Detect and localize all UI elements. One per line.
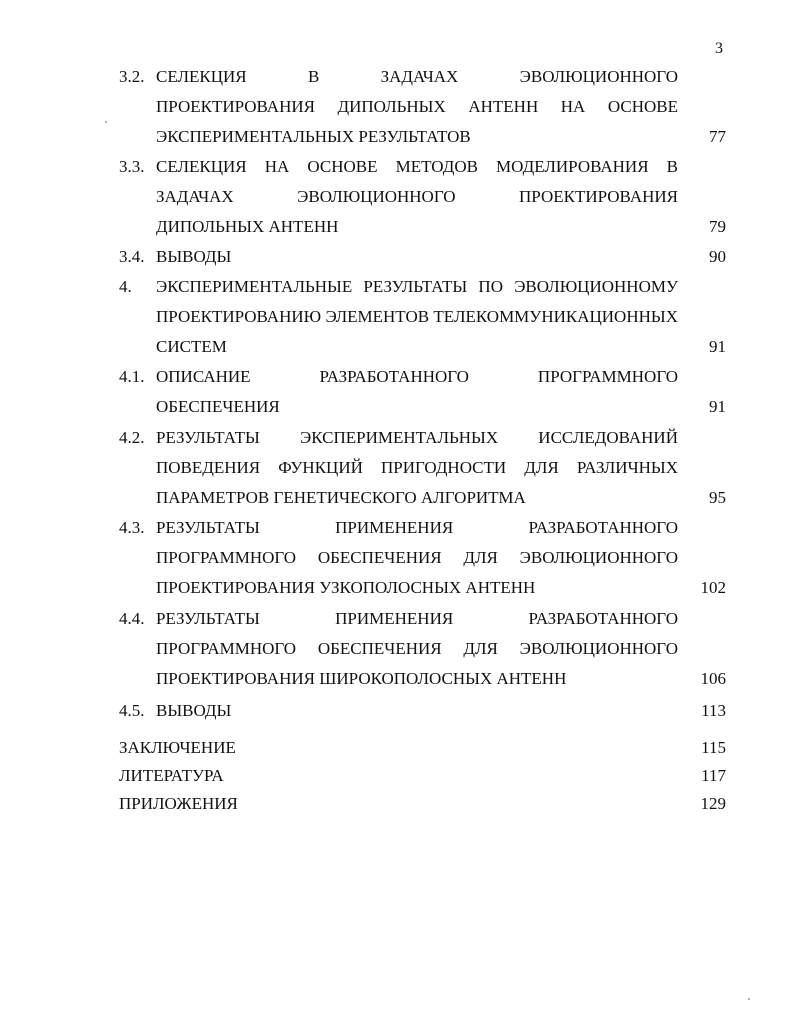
toc-entry-title	[156, 423, 678, 513]
toc-entry-title: ЛИТЕРАТУРА	[119, 766, 224, 785]
toc-entry-line: ПРОГРАММНОГО ОБЕСПЕЧЕНИЯ ДЛЯ ЭВОЛЮЦИОННОГО	[156, 548, 678, 567]
toc-entry-line: РЕЗУЛЬТАТЫ ПРИМЕНЕНИЯ РАЗРАБОТАННОГО	[156, 609, 678, 628]
toc-entry-page: 117	[701, 766, 726, 785]
toc-entry-title	[156, 242, 678, 272]
toc-entry-page: 115	[701, 738, 726, 757]
toc-entry-line: ОПИСАНИЕ РАЗРАБОТАННОГО ПРОГРАММНОГО	[156, 367, 678, 386]
toc-entry-line: СЕЛЕКЦИЯ В ЗАДАЧАХ ЭВОЛЮЦИОННОГО	[156, 67, 678, 86]
toc-entry-number: 3.3.	[119, 157, 145, 176]
toc-entry-line: ПРОЕКТИРОВАНИЯ УЗКОПОЛОСНЫХ АНТЕНН	[156, 578, 536, 597]
toc-entry-line: ПРОЕКТИРОВАНИЯ ШИРОКОПОЛОСНЫХ АНТЕНН	[156, 669, 567, 688]
toc-entry-title	[156, 152, 678, 242]
toc-entry-number: 3.2.	[119, 67, 145, 86]
toc-entry-line: ДИПОЛЬНЫХ АНТЕНН	[156, 217, 339, 236]
toc-entry-page: 91	[709, 337, 726, 356]
toc-entry-number: 4.3.	[119, 518, 145, 537]
toc-entry-number: 4.5.	[119, 701, 145, 720]
scan-speck	[105, 121, 107, 123]
toc-entry-number: 4.4.	[119, 609, 145, 628]
toc-entry-line: ПРОЕКТИРОВАНИЮ ЭЛЕМЕНТОВ ТЕЛЕКОММУНИКАЦИОННЫХ	[156, 307, 678, 326]
toc-entry-line: ВЫВОДЫ	[156, 701, 232, 720]
toc-entry-page: 90	[709, 247, 726, 266]
toc-entry-page: 102	[700, 578, 726, 597]
toc-entry-page: 113	[701, 701, 726, 720]
toc-entry-line: РЕЗУЛЬТАТЫ ЭКСПЕРИМЕНТАЛЬНЫХ ИССЛЕДОВАНИЙ	[156, 428, 678, 447]
toc-entry-title: ЗАКЛЮЧЕНИЕ	[119, 738, 236, 757]
toc-entry-line: ЭКСПЕРИМЕНТАЛЬНЫХ РЕЗУЛЬТАТОВ	[156, 127, 471, 146]
toc-entry-page: 106	[700, 669, 726, 688]
toc-entry-page: 91	[709, 397, 726, 416]
toc-entry-line: ЭКСПЕРИМЕНТАЛЬНЫЕ РЕЗУЛЬТАТЫ ПО ЭВОЛЮЦИОННОМУ	[156, 277, 678, 296]
toc-entry-line: ЗАДАЧАХ ЭВОЛЮЦИОННОГО ПРОЕКТИРОВАНИЯ	[156, 187, 678, 206]
toc-entry-line: ОБЕСПЕЧЕНИЯ	[156, 397, 280, 416]
toc-entry-line: ВЫВОДЫ	[156, 247, 232, 266]
toc-entry-title	[156, 62, 678, 152]
toc-entry-title	[156, 604, 678, 694]
toc-entry-line: СИСТЕМ	[156, 337, 227, 356]
toc-entry-title	[156, 513, 678, 603]
toc-entry-number: 4.	[119, 277, 132, 296]
toc-entry-number: 3.4.	[119, 247, 145, 266]
toc-entry-line: РЕЗУЛЬТАТЫ ПРИМЕНЕНИЯ РАЗРАБОТАННОГО	[156, 518, 678, 537]
toc-entry-title	[156, 272, 678, 362]
page-number: 3	[715, 40, 723, 57]
toc-entry-line: СЕЛЕКЦИЯ НА ОСНОВЕ МЕТОДОВ МОДЕЛИРОВАНИЯ В	[156, 157, 678, 176]
toc-entry-title: ПРИЛОЖЕНИЯ	[119, 794, 238, 813]
toc-entry-title	[156, 362, 678, 422]
toc-entry-line: ПАРАМЕТРОВ ГЕНЕТИЧЕСКОГО АЛГОРИТМА	[156, 488, 526, 507]
toc-entry-line: ПРОЕКТИРОВАНИЯ ДИПОЛЬНЫХ АНТЕНН НА ОСНОВЕ	[156, 97, 678, 116]
toc-entry-line: ПОВЕДЕНИЯ ФУНКЦИЙ ПРИГОДНОСТИ ДЛЯ РАЗЛИЧНЫХ	[156, 458, 678, 477]
toc-entry-page: 77	[709, 127, 726, 146]
toc-entry-number: 4.2.	[119, 428, 145, 447]
toc-entry-line: ПРОГРАММНОГО ОБЕСПЕЧЕНИЯ ДЛЯ ЭВОЛЮЦИОННОГО	[156, 639, 678, 658]
toc-entry-number: 4.1.	[119, 367, 145, 386]
toc-entry-title	[156, 696, 678, 726]
toc-entry-page: 129	[700, 794, 726, 813]
scan-speck	[748, 998, 750, 1000]
toc-entry-page: 95	[709, 488, 726, 507]
toc-entry-page: 79	[709, 217, 726, 236]
